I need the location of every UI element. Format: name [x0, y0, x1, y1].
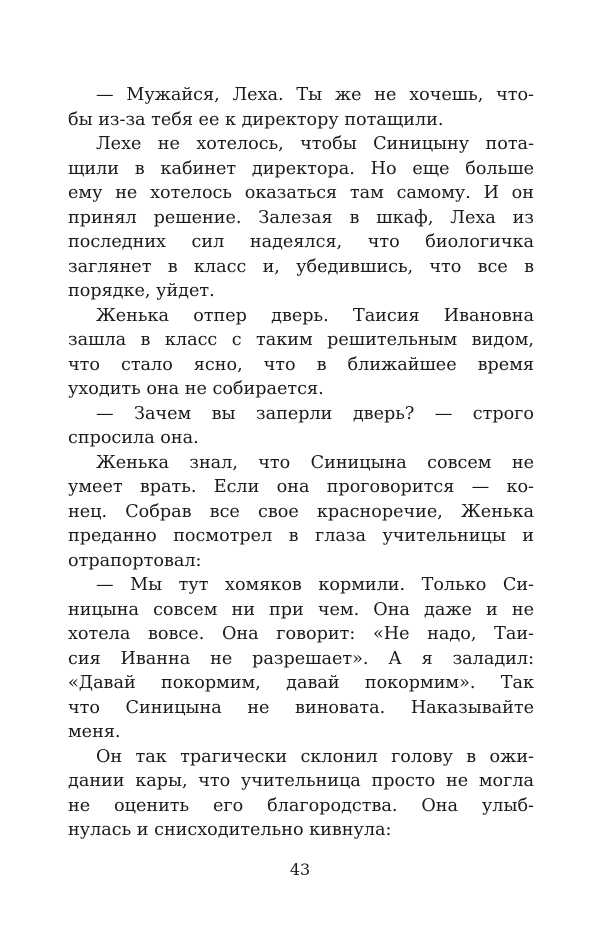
text-line: не оценить его благородства. Она улыб- — [68, 795, 534, 816]
text-line: Женька отпер дверь. Таисия Ивановна — [96, 305, 534, 326]
text-line: принял решение. Залезая в шкаф, Леха из — [68, 207, 534, 228]
text-line: умеет врать. Если она проговорится — ко- — [68, 477, 534, 497]
text-line: дании кары, что учительница просто не могла — [68, 771, 534, 791]
text-line: зашла в класс с таким решительным видом, — [68, 330, 534, 350]
text-line: преданно посмотрел в глаза учительницы и — [68, 526, 534, 546]
text-line: что Синицына не виновата. Наказывайте — [68, 697, 534, 718]
text-line: хотела вовсе. Она говорит: «Не надо, Таи- — [68, 624, 534, 644]
text-line: щили в кабинет директора. Но еще больше — [68, 158, 534, 179]
text-line: уходить она не собирается. — [68, 379, 324, 399]
text-line: «Давай покормим, давай покормим». Так — [68, 673, 534, 693]
text-line: нец. Собрав все свое красноречие, Женька — [68, 501, 534, 522]
text-line: отрапортовал: — [68, 550, 202, 571]
page-number: 43 — [289, 860, 311, 879]
text-line: Он так трагически склонил голову в ожи- — [96, 746, 534, 767]
text-line: — Мужайся, Леха. Ты же не хочешь, что- — [96, 85, 534, 105]
text-line: ницына совсем ни при чем. Она даже и не — [68, 599, 534, 620]
body-text — [68, 83, 534, 843]
text-line: заглянет в класс и, убедившись, что все в — [68, 256, 534, 277]
text-line: — Мы тут хомяков кормили. Только Си- — [96, 575, 534, 595]
text-line: сия Иванна не разрешает». А я заладил: — [68, 648, 534, 669]
text-line: меня. — [68, 722, 121, 742]
text-line: Лехе не хотелось, чтобы Синицыну пота- — [96, 134, 534, 154]
text-line: спросила она. — [68, 428, 199, 448]
text-line: что стало ясно, что в ближайшее время — [68, 354, 534, 375]
text-line: нулась и снисходительно кивнула: — [68, 820, 392, 840]
text-line: бы из-за тебя ее к директору потащили. — [68, 109, 444, 130]
text-line: — Зачем вы заперли дверь? — строго — [96, 403, 534, 424]
text-line: Женька знал, что Синицына совсем не — [96, 452, 534, 473]
text-line: последних сил надеялся, что биологичка — [68, 232, 534, 252]
text-line: ему не хотелось оказаться там самому. И он — [68, 183, 534, 203]
text-line: порядке, уйдет. — [68, 281, 215, 301]
